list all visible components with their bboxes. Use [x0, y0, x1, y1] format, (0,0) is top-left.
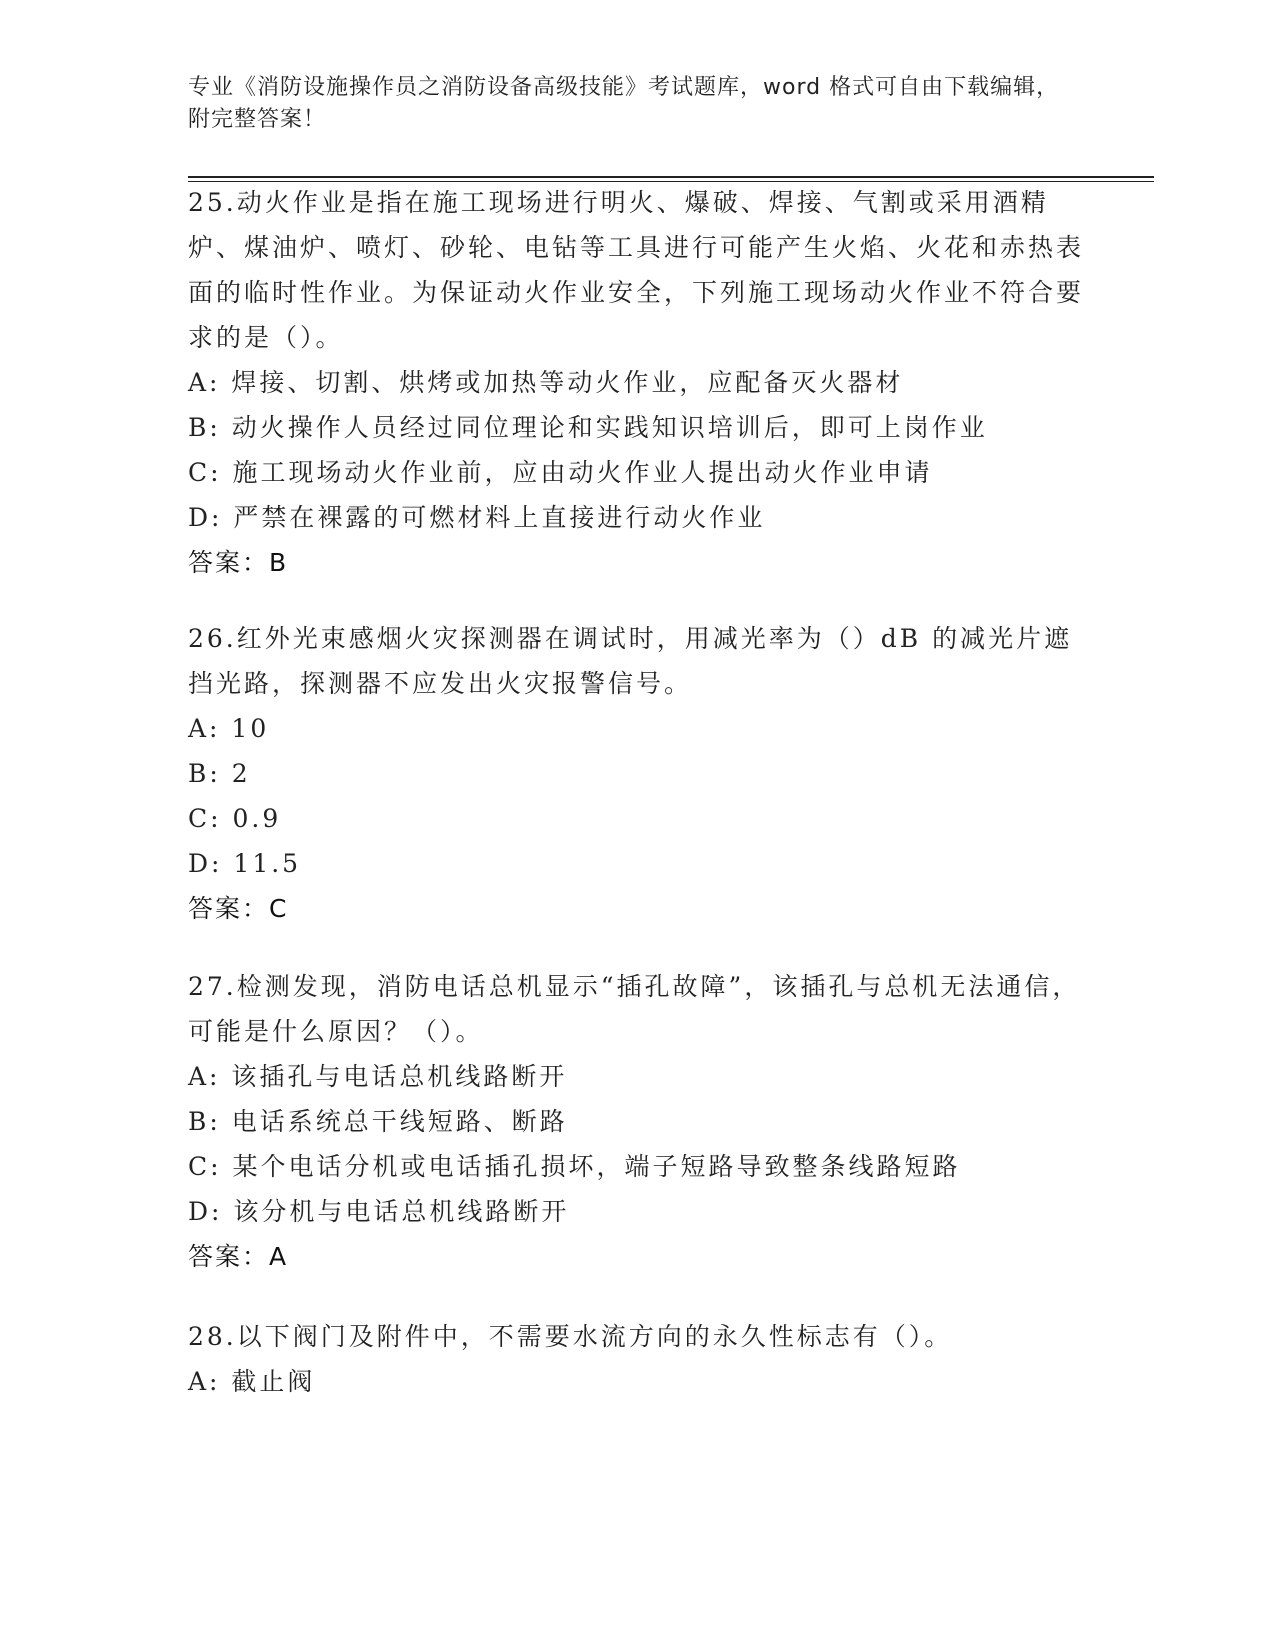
answer-line: 答案：C [188, 894, 289, 923]
option-c: C: 0.9 [188, 804, 282, 833]
option-c: C: 施工现场动火作业前，应由动火作业人提出动火作业申请 [188, 458, 933, 487]
question-27 [188, 964, 1088, 1279]
document-header: 专业《消防设施操作员之消防设备高级技能》考试题库，word 格式可自由下载编辑，附完整答案！ [188, 75, 1060, 132]
question-28 [188, 1314, 1088, 1404]
question-stem: 28.以下阀门及附件中，不需要水流方向的永久性标志有（）。 [188, 1322, 953, 1351]
question-stem: 27.检测发现，消防电话总机显示“插孔故障”，该插孔与总机无法通信，可能是什么原因？（）。 [188, 972, 1081, 1046]
option-b: B: 电话系统总干线短路、断路 [188, 1107, 568, 1136]
question-25 [188, 180, 1088, 585]
option-d: D: 该分机与电话总机线路断开 [188, 1197, 570, 1226]
answer-line: 答案：A [188, 1242, 289, 1271]
option-d: D: 严禁在裸露的可燃材料上直接进行动火作业 [188, 503, 766, 532]
option-a: A: 该插孔与电话总机线路断开 [188, 1062, 568, 1091]
option-b: B: 2 [188, 759, 251, 788]
question-stem: 25.动火作业是指在施工现场进行明火、爆破、焊接、气割或采用酒精炉、煤油炉、喷灯、砂轮、电钻等工具进行可能产生火焰、火花和赤热表面的临时性作业。为保证动火作业安全，下列施工现场动火作业不符合要求的是（）。 [188, 188, 1085, 352]
option-a: A: 10 [188, 714, 270, 743]
option-d: D: 11.5 [188, 849, 302, 878]
header-divider-thick [188, 176, 1154, 178]
option-b: B: 动火操作人员经过同位理论和实践知识培训后，即可上岗作业 [188, 413, 988, 442]
option-c: C: 某个电话分机或电话插孔损坏，端子短路导致整条线路短路 [188, 1152, 961, 1181]
question-26 [188, 616, 1088, 931]
answer-line: 答案：B [188, 548, 289, 577]
option-a: A: 截止阀 [188, 1367, 316, 1396]
option-a: A: 焊接、切割、烘烤或加热等动火作业，应配备灭火器材 [188, 368, 904, 397]
question-stem: 26.红外光束感烟火灾探测器在调试时，用减光率为（）dB 的减光片遮挡光路，探测器不应发出火灾报警信号。 [188, 624, 1073, 698]
